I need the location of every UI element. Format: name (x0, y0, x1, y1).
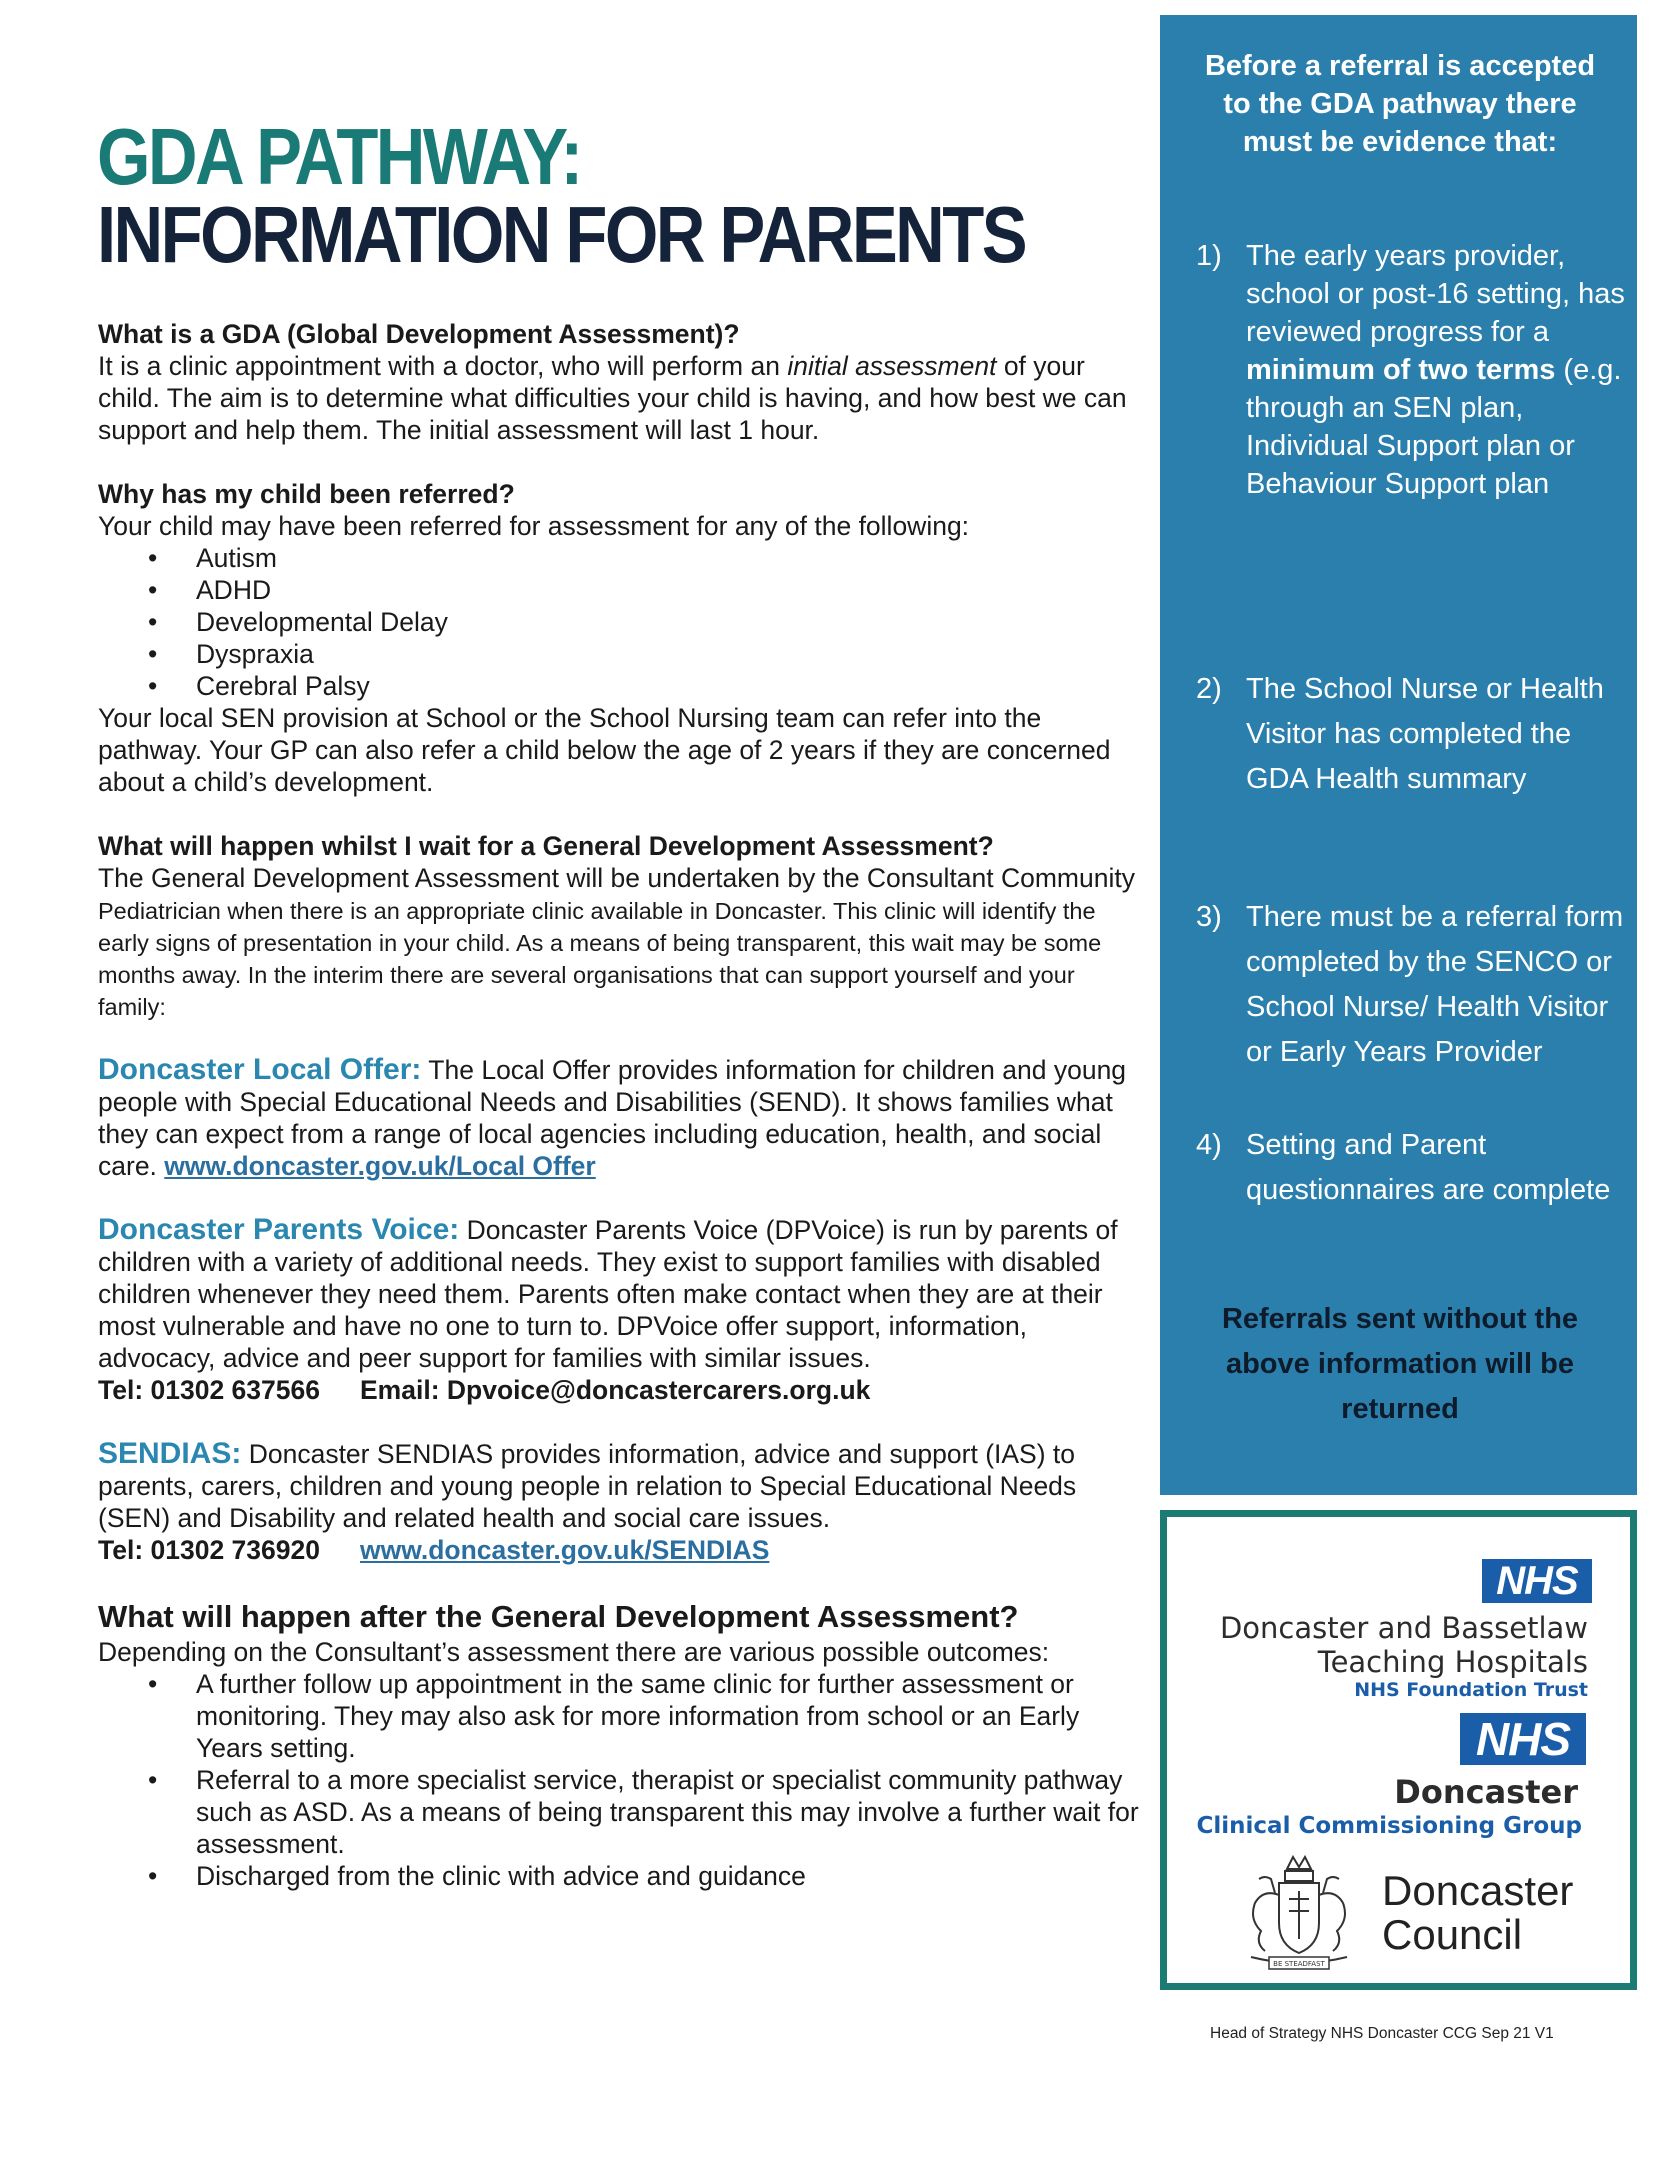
org-parents-voice (98, 1214, 1148, 1406)
criteria-item-2 (1196, 667, 1636, 802)
criteria-item-3 (1196, 895, 1636, 1075)
list-item: • Referral to a more specialist service, therapist or specialist community pathway such as ASD. As a means of being transparent this may involve a further wait for assessment. (196, 1764, 1148, 1860)
section-why-referred (98, 478, 1148, 798)
crest-motto: BE STEADFAST (1273, 1960, 1325, 1968)
org-local-offer (98, 1054, 1148, 1182)
contact-line (98, 1534, 1148, 1566)
item-text: There must be a referral form completed by the SENCO or School Nurse/ Health Visitor or Early Years Provider (1246, 901, 1624, 1068)
list-item: • ADHD (196, 574, 1148, 606)
org-text: Doncaster SENDIAS provides information, advice and support (IAS) to parents, carers, children and young people in relation to Special Educational Needs (SEN) and Disability and related health and social care issues. (98, 1439, 1077, 1533)
org-name: Doncaster Local Offer: (98, 1053, 422, 1086)
section-what-is-gda (98, 318, 1148, 446)
list-item: • Developmental Delay (196, 606, 1148, 638)
referral-criteria-panel (1160, 15, 1637, 1495)
list-item: • Autism (196, 542, 1148, 574)
contact-line (98, 1374, 1148, 1406)
panel-warning-note: Referrals sent without the above information will be returned (1221, 1303, 1579, 1425)
item-number: 3) (1196, 901, 1222, 933)
section-heading: What will happen whilst I wait for a General Development Assessment? (98, 831, 994, 861)
footer-note: Head of Strategy NHS Doncaster CCG Sep 21 V1 (1210, 2025, 1554, 2042)
sendias-link[interactable]: www.doncaster.gov.uk/SENDIAS (360, 1535, 770, 1565)
title-line-2: INFORMATION FOR PARENTS (97, 190, 1026, 280)
nhs-logo: NHS (1482, 1559, 1592, 1603)
org-text: Doncaster Parents Voice (DPVoice) is run by parents of children with a variety of additional needs. They exist to support families with disabled children whenever they need them. Parents often make contact when they are at their most vulnerable and have no one to turn to. DPVoice offer support, information, advocacy, advice and peer support for families with similar issues. (98, 1215, 1118, 1373)
org-name: Doncaster Parents Voice: (98, 1213, 460, 1246)
main-content (98, 318, 1148, 1892)
criteria-item-4 (1196, 1123, 1636, 1213)
trust-name: Doncaster and Bassetlaw Teaching Hospitals (1219, 1611, 1588, 1679)
council-name: Doncaster Council (1382, 1867, 1574, 1958)
council-crest-icon (1235, 1849, 1363, 1977)
section-after-assessment (98, 1598, 1148, 1892)
list-item: • Dyspraxia (196, 638, 1148, 670)
ccg-subtitle: Clinical Commissioning Group (1196, 1813, 1582, 1839)
partner-logos (1160, 1510, 1637, 1990)
criteria-item-1 (1196, 237, 1636, 503)
org-sendias (98, 1438, 1148, 1566)
item-text: The early years provider, school or post-16 setting, has reviewed progress for a minimum of two terms (e.g. through an SEN plan, Individual Support plan or Behaviour Support plan (1246, 240, 1625, 500)
section-intro: Your child may have been referred for assessment for any of the following: (98, 511, 970, 541)
phone-number: Tel: 01302 736920 (98, 1535, 320, 1565)
title-line-1: GDA PATHWAY: (97, 112, 581, 201)
local-offer-link[interactable]: www.doncaster.gov.uk/Local Offer (164, 1151, 596, 1181)
section-heading: Why has my child been referred? (98, 479, 515, 509)
list-item: • Discharged from the clinic with advice and guidance (196, 1860, 1148, 1892)
section-while-waiting (98, 830, 1148, 1022)
phone-number: Tel: 01302 637566 (98, 1375, 320, 1405)
section-text: It is a clinic appointment with a doctor, who will perform an initial assessment of your child. The aim is to determine what difficulties your child is having, and how best we can support and help them. The initial assessment will last 1 hour. (98, 351, 1127, 445)
list-item: • Cerebral Palsy (196, 670, 1148, 702)
section-intro: Depending on the Consultant’s assessment there are various possible outcomes: (98, 1637, 1050, 1667)
item-text: Setting and Parent questionnaires are complete (1246, 1129, 1611, 1206)
item-number: 1) (1196, 240, 1222, 272)
page-title (97, 112, 1026, 280)
outcomes-list (98, 1668, 1148, 1892)
trust-subtitle: NHS Foundation Trust (1354, 1679, 1588, 1701)
email-address: Email: Dpvoice@doncastercarers.org.uk (360, 1375, 871, 1405)
section-text: Your local SEN provision at School or the School Nursing team can refer into the pathway. Your GP can also refer a child below the age of 2 years if they are concerned about a child’s development. (98, 703, 1111, 797)
nhs-logo: NHS (1460, 1713, 1586, 1765)
panel-heading: Before a referral is accepted to the GDA pathway there must be evidence that: (1204, 50, 1596, 158)
conditions-list (98, 542, 1148, 702)
org-name: SENDIAS: (98, 1437, 242, 1470)
item-number: 4) (1196, 1129, 1222, 1161)
item-number: 2) (1196, 673, 1222, 705)
list-item: • A further follow up appointment in the same clinic for further assessment or monitoring. They may also ask for more information from school or an Early Years setting. (196, 1668, 1148, 1764)
section-heading: What is a GDA (Global Development Assessment)? (98, 319, 740, 349)
org-text: The Local Offer provides information for children and young people with Special Educational Needs and Disabilities (SEND). It shows families what they can expect from a range of local agencies including education, health, and social care. (98, 1055, 1127, 1181)
section-text: The General Development Assessment will be undertaken by the Consultant Community Pediatrician when there is an appropriate clinic available in Doncaster. This clinic will identify the early signs of presentation in your child. As a means of being transparent, this wait may be some months away. In the interim there are several organisations that can support yourself and your family: (98, 863, 1135, 1020)
section-heading: What will happen after the General Development Assessment? (98, 1599, 1019, 1634)
ccg-name: Doncaster (1394, 1773, 1578, 1811)
item-text: The School Nurse or Health Visitor has completed the GDA Health summary (1246, 673, 1604, 795)
